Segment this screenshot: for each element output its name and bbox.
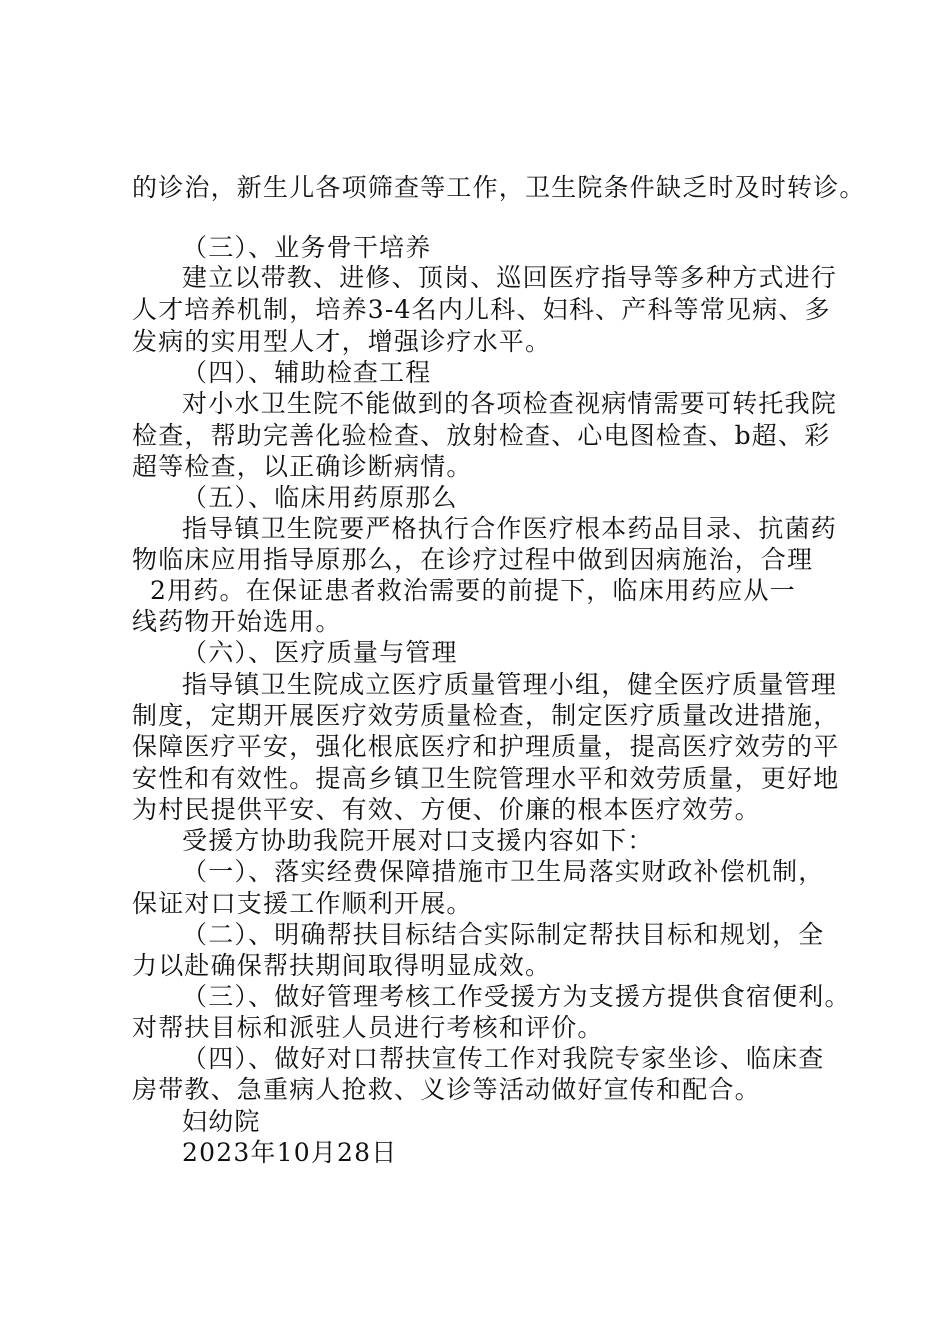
- text-line: 对小水卫生院不能做到的各项检查视病情需要可转托我院: [182, 389, 838, 418]
- section-heading: （六）、医疗质量与管理: [182, 638, 458, 667]
- section-heading: （四）、做好对口帮扶宣传工作对我院专家坐诊、临床查: [182, 1044, 825, 1073]
- text-line: 的诊治，新生儿各项筛查等工作，卫生院条件缺乏时及时转诊。: [132, 173, 866, 202]
- text-line: 制度，定期开展医疗效劳质量检查，制定医疗质量改进措施，: [132, 701, 840, 730]
- section-heading: （一）、落实经费保障措施市卫生局落实财政补偿机制，: [182, 857, 825, 886]
- text-line: 建立以带教、进修、顶岗、巡回医疗指导等多种方式进行: [182, 263, 838, 292]
- text-line: 房带教、急重病人抢救、义诊等活动做好宣传和配合。: [132, 1075, 761, 1104]
- text-line: 检查，帮助完善化验检查、放射检查、心电图检查、b超、彩: [132, 421, 831, 450]
- text-line: 发病的实用型人才，增强诊疗水平。: [132, 327, 552, 356]
- section-heading: （三）、做好管理考核工作受援方为支援方提供食宿便利。: [182, 982, 851, 1011]
- text-line: 2用药。在保证患者救治需要的前提下，临床用药应从一: [150, 576, 796, 605]
- text-line: 指导镇卫生院要严格执行合作医疗根本药品目录、抗菌药: [182, 514, 838, 543]
- text-line: 人才培养机制，培养3-4名内儿科、妇科、产科等常见病、多: [132, 295, 831, 324]
- text-line: 为村民提供平安、有效、方便、价廉的根本医疗效劳。: [132, 795, 761, 824]
- text-line: 受援方协助我院开展对口支援内容如下：: [182, 826, 654, 855]
- signature-date: 2023年10月28日: [182, 1138, 398, 1167]
- text-line: 超等检查，以正确诊断病情。: [132, 452, 473, 481]
- section-heading: （五）、临床用药原那么: [182, 483, 458, 512]
- section-heading: （二）、明确帮扶目标结合实际制定帮扶目标和规划，全: [182, 920, 825, 949]
- signature-org: 妇幼院: [182, 1107, 261, 1136]
- text-line: 保证对口支援工作顺利开展。: [132, 889, 473, 918]
- text-line: 线药物开始选用。: [132, 607, 342, 636]
- text-line: 物临床应用指导原那么，在诊疗过程中做到因病施治，合理: [132, 545, 814, 574]
- text-line: 保障医疗平安，强化根底医疗和护理质量，提高医疗效劳的平: [132, 732, 840, 761]
- text-line: 力以赴确保帮扶期间取得明显成效。: [132, 951, 552, 980]
- text-line: 指导镇卫生院成立医疗质量管理小组，健全医疗质量管理: [182, 670, 838, 699]
- text-line: 安性和有效性。提高乡镇卫生院管理水平和效劳质量，更好地: [132, 764, 840, 793]
- text-line: 对帮扶目标和派驻人员进行考核和评价。: [132, 1013, 604, 1042]
- section-heading: （四）、辅助检查工程: [182, 358, 432, 387]
- section-heading: （三）、业务骨干培养: [182, 233, 432, 262]
